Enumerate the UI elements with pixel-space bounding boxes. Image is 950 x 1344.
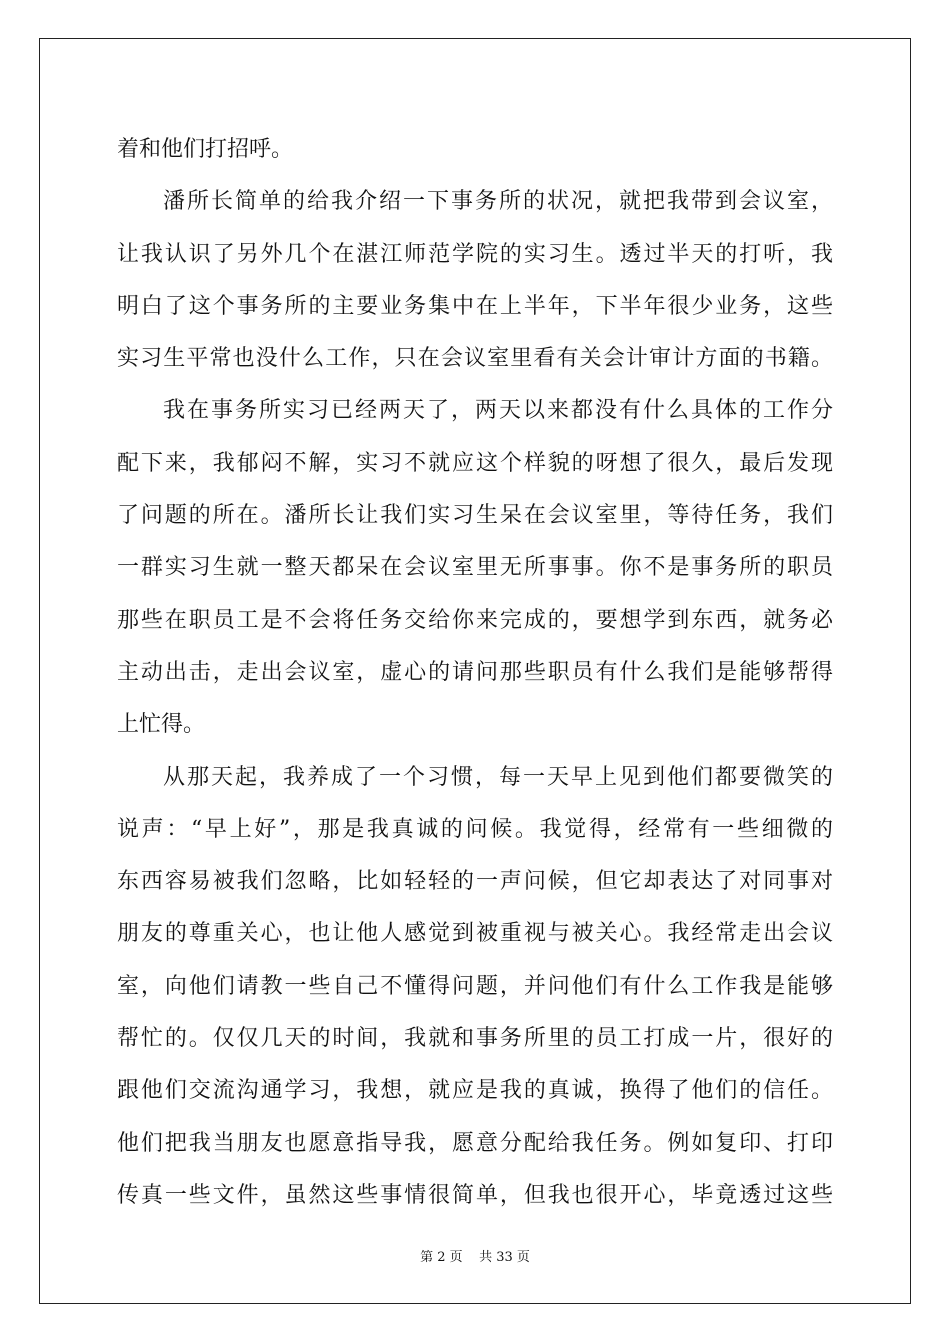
text-line: 朋友的尊重关心，也让他人感觉到被重视与被关心。我经常走出会议	[117, 921, 833, 947]
text-line: 跟他们交流沟通学习，我想，就应是我的真诚，换得了他们的信任。	[117, 1078, 833, 1104]
text-line: 室，向他们请教一些自己不懂得问题，并问他们有什么工作我是能够	[117, 973, 833, 999]
text-line: 说声：“早上好”，那是我真诚的问候。我觉得，经常有一些细微的	[117, 816, 833, 842]
text-line: 主动出击，走出会议室，虚心的请问那些职员有什么我们是能够帮得	[117, 659, 833, 685]
text-line: 上忙得。	[117, 712, 206, 738]
text-line: 我在事务所实习已经两天了，两天以来都没有什么具体的工作分	[163, 398, 833, 424]
text-line: 着和他们打招呼。	[117, 137, 294, 162]
text-line: 他们把我当朋友也愿意指导我，愿意分配给我任务。例如复印、打印	[117, 1130, 833, 1156]
text-line: 帮忙的。仅仅几天的时间，我就和事务所里的员工打成一片，很好的	[117, 1026, 833, 1052]
document-body	[117, 124, 833, 1222]
text-line: 东西容易被我们忽略，比如轻轻的一声问候，但它却表达了对同事对	[117, 869, 833, 895]
text-line: 潘所长简单的给我介绍一下事务所的状况，就把我带到会议室，	[163, 189, 833, 215]
text-line: 传真一些文件，虽然这些事情很简单，但我也很开心，毕竟透过这些	[117, 1182, 833, 1208]
text-line: 那些在职员工是不会将任务交给你来完成的，要想学到东西，就务必	[117, 607, 833, 633]
text-line: 了问题的所在。潘所长让我们实习生呆在会议室里，等待任务，我们	[117, 503, 833, 529]
text-line: 让我认识了另外几个在湛江师范学院的实习生。透过半天的打听，我	[117, 241, 833, 267]
page-footer: 第 2 页 共 33 页	[420, 1250, 530, 1265]
text-line: 一群实习生就一整天都呆在会议室里无所事事。你不是事务所的职员	[117, 555, 833, 581]
text-line: 配下来，我郁闷不解，实习不就应这个样貌的呀想了很久，最后发现	[117, 450, 833, 476]
text-line: 明白了这个事务所的主要业务集中在上半年，下半年很少业务，这些	[117, 293, 833, 319]
text-line: 从那天起，我养成了一个习惯，每一天早上见到他们都要微笑的	[163, 764, 833, 790]
text-line: 实习生平常也没什么工作，只在会议室里看有关会计审计方面的书籍。	[117, 346, 833, 372]
